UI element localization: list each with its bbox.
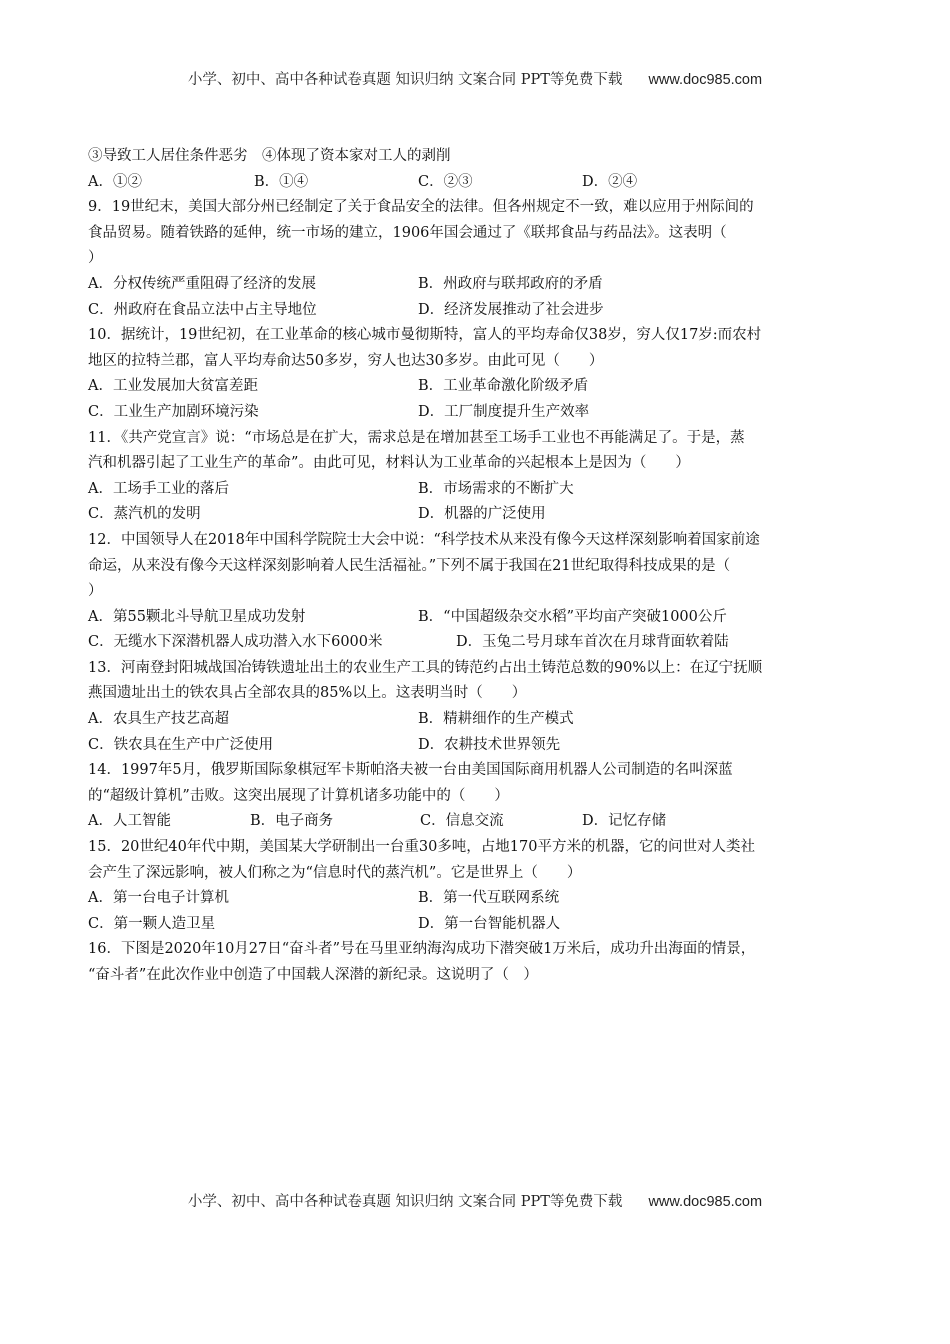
question-stem-line: 12．中国领导人在2018年中国科学院院士大会中说：“科学技术从来没有像今天这样深刻影响着国家前途: [88, 531, 760, 548]
option-a: A．第一台电子计算机: [88, 890, 229, 907]
options-row: [88, 809, 868, 835]
question-stem-line: 9．19世纪末，美国大部分州已经制定了关于食品安全的法律。但各州规定不一致，难以应用于州际间的: [88, 199, 754, 216]
options-row: [88, 170, 868, 196]
question-12: [88, 528, 868, 656]
option-a: A．分权传统严重阻碍了经济的发展: [88, 275, 316, 292]
options-row: [88, 886, 868, 912]
question-10: [88, 323, 868, 425]
question-stem-line: 16．下图是2020年10月27日“奋斗者”号在马里亚纳海沟成功下潜突破1万米后，成功升出海面的情景，: [88, 941, 756, 958]
header-url[interactable]: www.doc985.com: [648, 72, 763, 88]
option-b: B．州政府与联邦政府的矛盾: [418, 275, 603, 292]
option-c: C．蒸汽机的发明: [88, 506, 201, 523]
option-a: A．农具生产技艺高超: [88, 711, 229, 728]
question-stem-line: 会产生了深远影响，被人们称之为“信息时代的蒸汽机”。它是世界上（ ）: [88, 864, 582, 881]
question-stem-line: 命运，从来没有像今天这样深刻影响着人民生活福祉。”下列不属于我国在21世纪取得科技成果的是（: [88, 557, 731, 574]
option-d: D．记忆存储: [582, 813, 667, 830]
options-row: [88, 400, 868, 426]
option-d: D．第一台智能机器人: [418, 915, 561, 932]
question-stem-line: 汽和机器引起了工业生产的革命”。由此可见，材料认为工业革命的兴起根本上是因为（ ）: [88, 455, 690, 472]
question-stem-line: 的“超级计算机”击败。这突出展现了计算机诸多功能中的（ ）: [88, 787, 509, 804]
option-d: D．经济发展推动了社会进步: [418, 301, 604, 318]
question-content: [88, 144, 868, 989]
option-b: B．电子商务: [250, 813, 334, 830]
footer-text: 小学、初中、高中各种试卷真题 知识归纳 文案合同 PPT等免费下载: [187, 1194, 623, 1210]
question-stem-line: 地区的拉特兰郡，富人平均寿俞达50多岁，穷人也达30多岁。由此可见（ ）: [88, 352, 604, 369]
question-stem-line: 食品贸易。随着铁路的延伸，统一市场的建立，1906年国会通过了《联邦食品与药品法》。这表明（: [88, 224, 727, 241]
option-c: C．第一颗人造卫星: [88, 915, 216, 932]
option-c: C．②③: [418, 173, 473, 190]
question-14: [88, 758, 868, 835]
question-stem-line: 11．《共产党宣言》说：“市场总是在扩大，需求总是在增加甚至工场手工业也不再能满足了。于是，蒸: [88, 429, 745, 446]
option-a: A．①②: [88, 173, 142, 190]
question-stem-line: ）: [88, 583, 103, 600]
option-b: B．市场需求的不断扩大: [418, 480, 574, 497]
statement-line: ③导致工人居住条件恶劣 ④体现了资本家对工人的剥削: [88, 148, 451, 164]
option-d: D．农耕技术世界领先: [418, 736, 561, 753]
option-a: A．工场手工业的落后: [88, 480, 229, 497]
question-stem-line: 14．1997年5月，俄罗斯国际象棋冠军卡斯帕洛夫被一台由美国国际商用机器人公司制造的名叫深蓝: [88, 762, 733, 779]
footer-url[interactable]: www.doc985.com: [648, 1194, 763, 1210]
question-13: [88, 656, 868, 758]
question-9: [88, 195, 868, 323]
option-a: A．工业发展加大贫富差距: [88, 378, 258, 395]
options-row: [88, 298, 868, 324]
option-d: D．工厂制度提升生产效率: [418, 403, 590, 420]
options-row: [88, 272, 868, 298]
option-b: B．“中国超级杂交水稻”平均亩产突破1000公斤: [418, 608, 727, 625]
option-d: D．玉兔二号月球车首次在月球背面软着陆: [456, 634, 729, 651]
question-stem-line: “奋斗者”在此次作业中创造了中国载人深潜的新纪录。这说明了（ ）: [88, 967, 538, 983]
question-stem-line: ）: [88, 250, 103, 267]
question-stem-line: 13．河南登封阳城战国冶铸铁遗址出土的农业生产工具的铸范约占出土铸范总数的90%以上：在辽宁抚顺: [88, 659, 763, 676]
options-row: [88, 733, 868, 759]
option-b: B．①④: [254, 173, 309, 190]
options-row: [88, 477, 868, 503]
options-row: [88, 502, 868, 528]
question-stem-line: 15．20世纪40年代中期，美国某大学研制出一台重30多吨，占地170平方米的机器，它的问世对人类社: [88, 839, 755, 856]
option-d: D．②④: [582, 173, 638, 190]
option-a: A．人工智能: [88, 813, 171, 830]
page-footer: [0, 1190, 950, 1211]
page-header: [0, 68, 950, 89]
option-b: B．第一代互联网系统: [418, 890, 560, 907]
option-d: D．机器的广泛使用: [418, 506, 546, 523]
question-stem-line: 燕国遗址出土的铁农具占全部农具的85%以上。这表明当时（ ）: [88, 685, 527, 702]
header-text: 小学、初中、高中各种试卷真题 知识归纳 文案合同 PPT等免费下载: [187, 72, 623, 88]
question-16: [88, 937, 868, 988]
option-c: C．信息交流: [420, 813, 504, 830]
options-row: [88, 374, 868, 400]
question-stem-line: 10．据统计，19世纪初，在工业革命的核心城市曼彻斯特，富人的平均寿命仅38岁，穷人仅17岁:而农村: [88, 327, 762, 344]
option-c: C．无缆水下深潜机器人成功潜入水下6000米: [88, 634, 383, 651]
option-a: A．第55颗北斗导航卫星成功发射: [88, 608, 306, 625]
options-row: [88, 605, 868, 631]
question-15: [88, 835, 868, 937]
option-c: C．州政府在食品立法中占主导地位: [88, 301, 317, 318]
option-b: B．工业革命激化阶级矛盾: [418, 378, 589, 395]
question-11: [88, 426, 868, 528]
option-b: B．精耕细作的生产模式: [418, 711, 574, 728]
options-row: [88, 707, 868, 733]
option-c: C．工业生产加剧环境污染: [88, 403, 259, 420]
options-row: [88, 630, 868, 656]
option-c: C．铁农具在生产中广泛使用: [88, 736, 274, 753]
options-row: [88, 912, 868, 938]
